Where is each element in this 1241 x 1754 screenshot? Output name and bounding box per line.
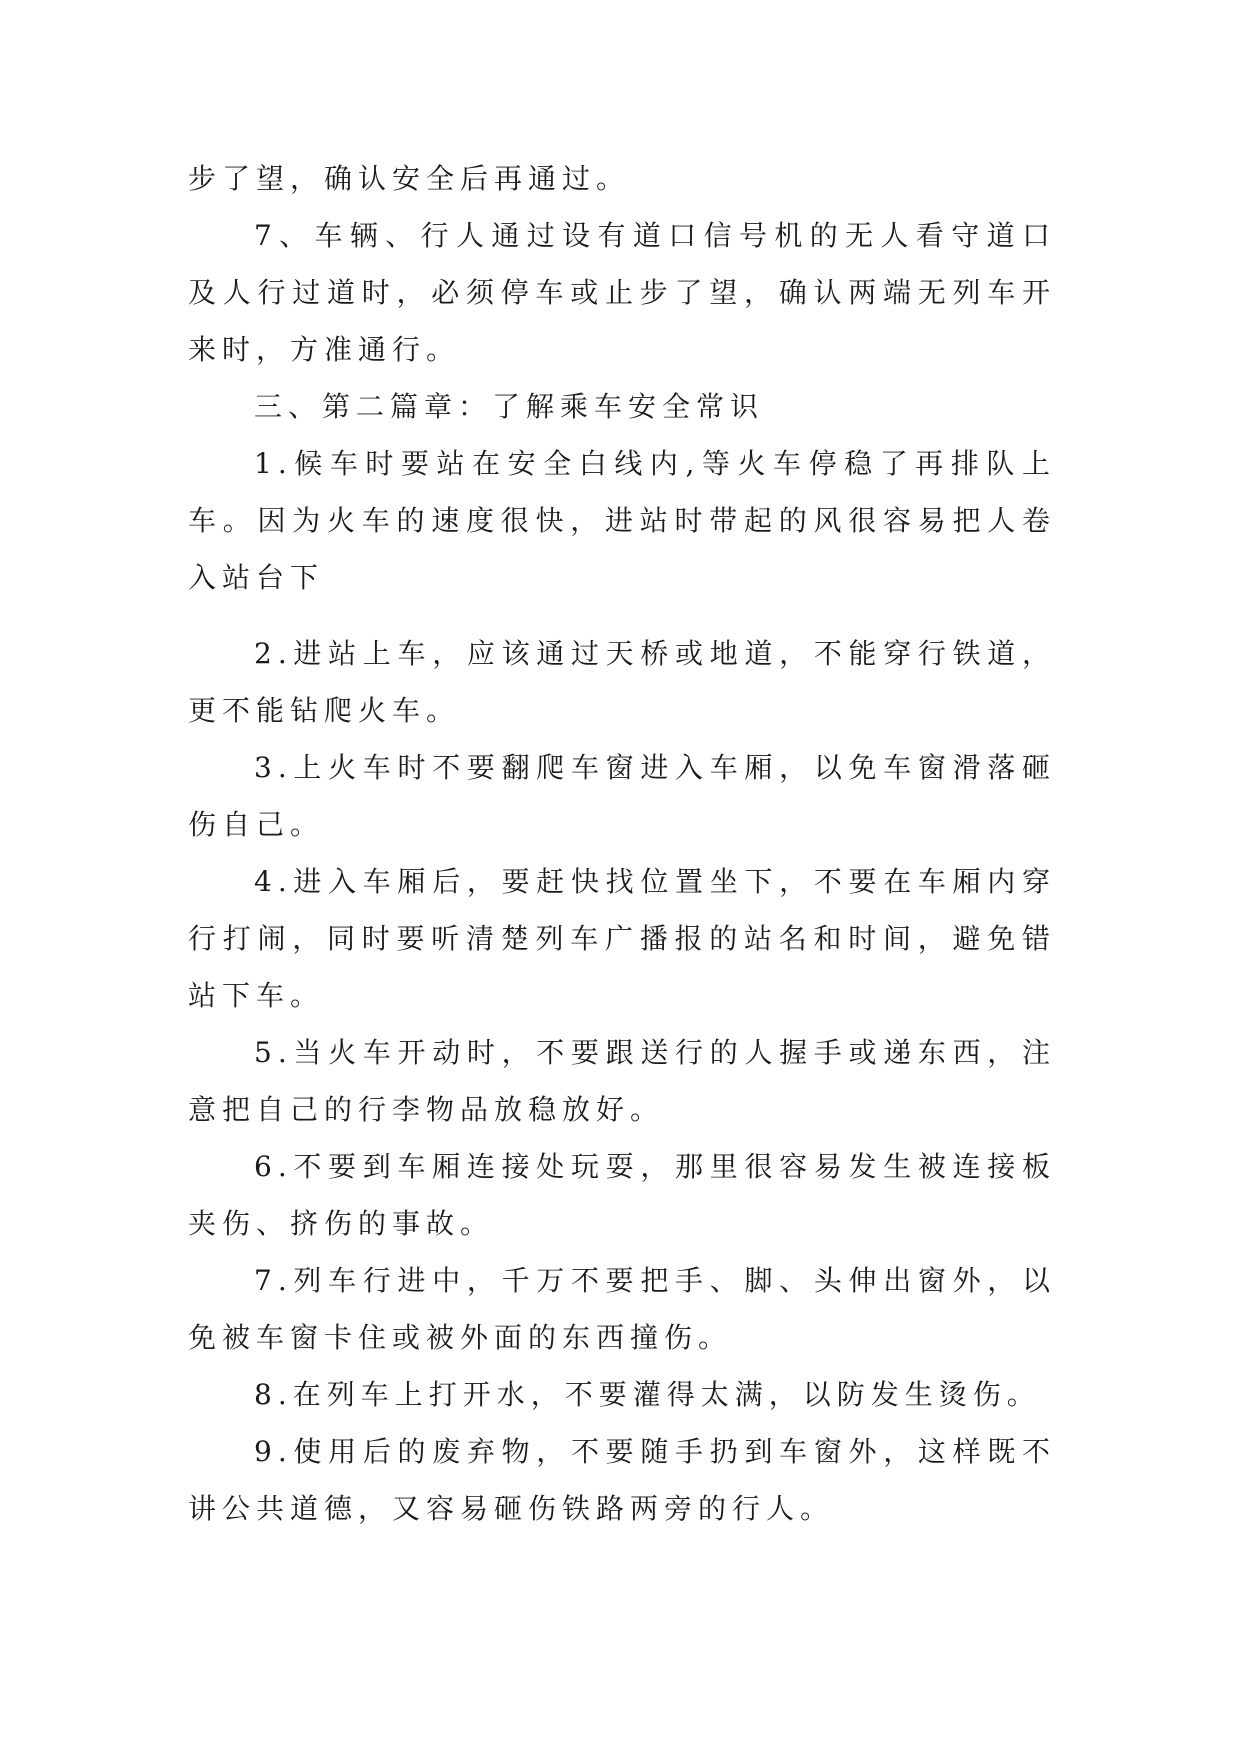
list-item-tip-2: 2.进站上车，应该通过天桥或地道，不能穿行铁道，更不能钻爬火车。 — [188, 637, 1056, 727]
list-item-tip-6: 6.不要到车厢连接处玩耍，那里很容易发生被连接板夹伤、挤伤的事故。 — [188, 1150, 1056, 1240]
section-heading: 三、第二篇章：了解乘车安全常识 — [254, 390, 765, 423]
paragraph-rule-7: 7、车辆、行人通过设有道口信号机的无人看守道口及人行过道时，必须停车或止步了望，确认两端无列车开来时，方准通行。 — [188, 219, 1056, 366]
list-item-tip-3: 3.上火车时不要翻爬车窗进入车厢，以免车窗滑落砸伤自己。 — [188, 751, 1056, 841]
document-body — [188, 150, 1056, 1537]
list-item-tip-5: 5.当火车开动时，不要跟送行的人握手或递东西，注意把自己的行李物品放稳放好。 — [188, 1036, 1056, 1126]
list-item-tip-8: 8.在列车上打开水，不要灌得太满，以防发生烫伤。 — [254, 1378, 1041, 1411]
list-item-tip-7: 7.列车行进中，千万不要把手、脚、头伸出窗外，以免被车窗卡住或被外面的东西撞伤。 — [188, 1264, 1056, 1354]
list-item-tip-4: 4.进入车厢后，要赶快找位置坐下，不要在车厢内穿行打闹，同时要听清楚列车广播报的站名和时间，避免错站下车。 — [188, 865, 1056, 1012]
list-item-tip-9: 9.使用后的废弃物，不要随手扔到车窗外，这样既不讲公共道德，又容易砸伤铁路两旁的行人。 — [188, 1435, 1056, 1525]
paragraph-continuation: 步了望，确认安全后再通过。 — [188, 162, 631, 195]
list-item-tip-1: 1.候车时要站在安全白线内,等火车停稳了再排队上车。因为火车的速度很快，进站时带起的风很容易把人卷入站台下 — [188, 447, 1056, 594]
